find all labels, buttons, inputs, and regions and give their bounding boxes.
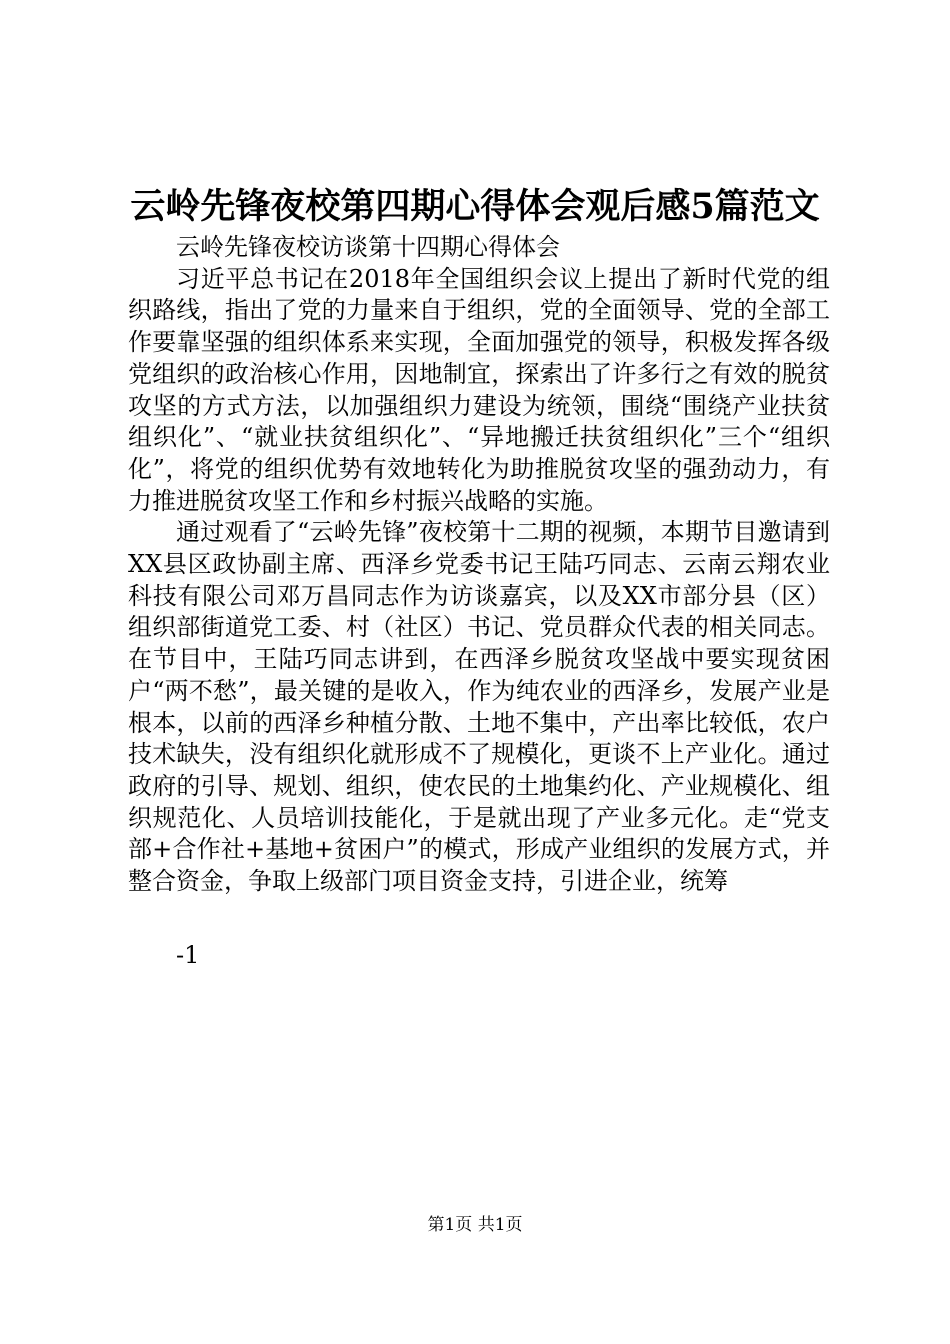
page-marker: -1: [176, 941, 200, 969]
paragraph-1: 习近平总书记在2018年全国组织会议上提出了新时代党的组织路线，指出了党的力量来自于组织，党的全面领导、党的全部工作要靠坚强的组织体系来实现，全面加强党的领导，积极发挥各级党组织的政治核心作用，因地制宜，探索出了许多行之有效的脱贫攻坚的方式方法，以加强组织力建设为统领，围绕“围绕产业扶贫组织化”、“就业扶贫组织化”、“异地搬迁扶贫组织化”三个“组织化”，将党的组织优势有效地转化为助推脱贫攻坚的强劲动力，有力推进脱贫攻坚工作和乡村振兴战略的实施。: [128, 264, 830, 515]
document-body: [128, 232, 830, 898]
document-title: 云岭先锋夜校第四期心得体会观后感5篇范文: [130, 186, 820, 227]
paragraph-2: 通过观看了“云岭先锋”夜校第十二期的视频，本期节目邀请到XX县区政协副主席、西泽乡党委书记王陆巧同志、云南云翔农业科技有限公司邓万昌同志作为访谈嘉宾，以及XX市部分县（区）组织部街道党工委、村（社区）书记、党员群众代表的相关同志。在节目中，王陆巧同志讲到，在西泽乡脱贫攻坚战中要实现贫困户“两不愁”，最关键的是收入，作为纯农业的西泽乡，发展产业是根本，以前的西泽乡种植分散、土地不集中，产出率比较低，农户技术缺失，没有组织化就形成不了规模化，更谈不上产业化。通过政府的引导、规划、组织，使农民的土地集约化、产业规模化、组织规范化、人员培训技能化，于是就出现了产业多元化。走“党支部+合作社+基地+贫困户”的模式，形成产业组织的发展方式，并整合资金，争取上级部门项目资金支持，引进企业，统筹: [128, 518, 830, 896]
page-footer: 第1页 共1页: [427, 1215, 523, 1235]
document-subtitle: 云岭先锋夜校访谈第十四期心得体会: [176, 233, 560, 261]
